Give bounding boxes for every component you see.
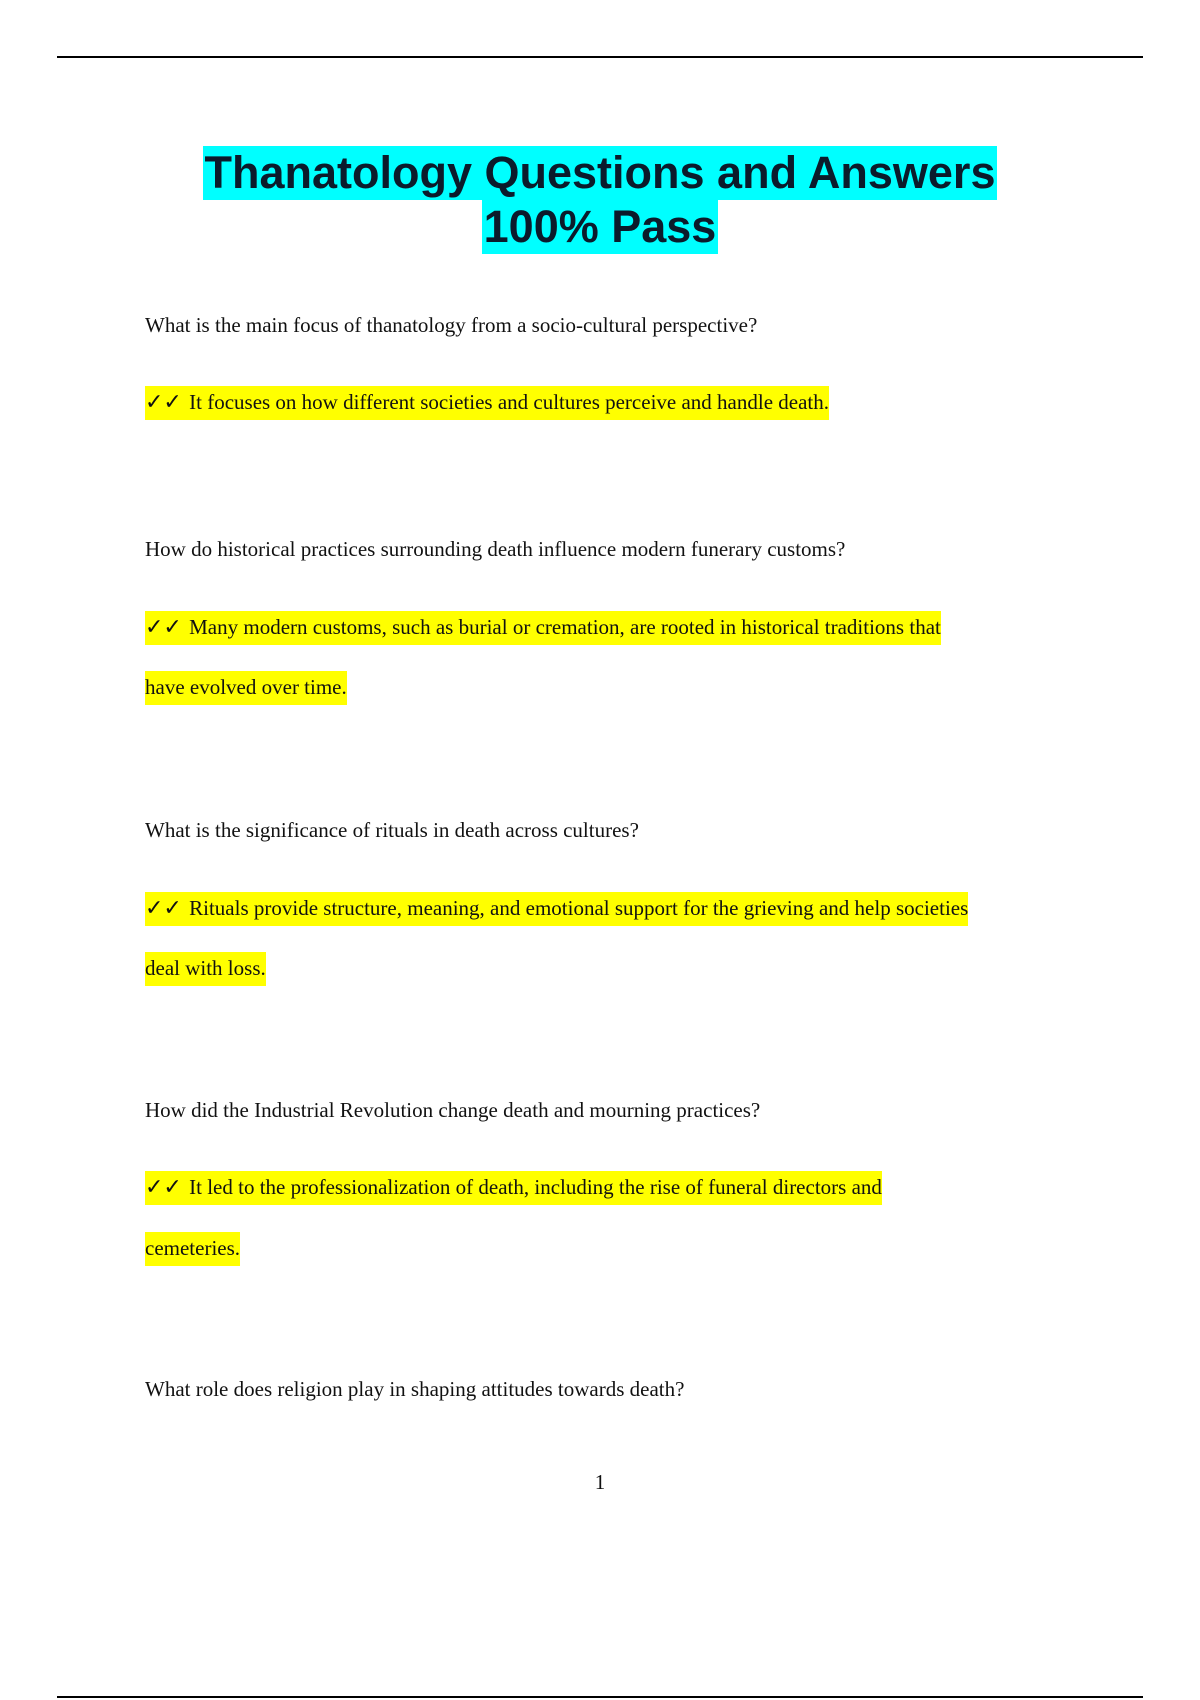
- answer-2-line-1: ✓✓ Many modern customs, such as burial or cremation, are rooted in historical traditions that: [145, 611, 941, 645]
- answer-3-line-2: deal with loss.: [145, 952, 266, 986]
- title-line-2: 100% Pass: [483, 201, 717, 252]
- double-check-icon: ✓✓: [145, 615, 182, 640]
- double-check-icon: ✓✓: [145, 1175, 182, 1200]
- answer-1: [145, 372, 1105, 433]
- answer-1-text: It focuses on how different societies and cultures perceive and handle death.: [189, 390, 829, 414]
- question-2: How do historical practices surrounding death influence modern funerary customs?: [145, 537, 846, 561]
- answer-1-highlight: [145, 386, 829, 420]
- answer-4: [145, 1157, 1105, 1218]
- double-check-icon: ✓✓: [145, 390, 182, 415]
- question-3: What is the significance of rituals in death across cultures?: [145, 818, 639, 842]
- answer-3-line-1: ✓✓ Rituals provide structure, meaning, and emotional support for the grieving and help societies: [145, 892, 968, 926]
- answer-2-line-2: have evolved over time.: [145, 671, 347, 705]
- answer-3: [145, 878, 1105, 939]
- bottom-rule: [57, 1696, 1143, 1698]
- question-4: How did the Industrial Revolution change death and mourning practices?: [145, 1098, 761, 1122]
- double-check-icon: ✓✓: [145, 896, 182, 921]
- answer-4-line-1: ✓✓ It led to the professionalization of death, including the rise of funeral directors and: [145, 1171, 882, 1205]
- page-number: 1: [594, 1470, 606, 1494]
- answer-2-cont: [145, 657, 1105, 717]
- answer-3-cont: [145, 938, 1105, 998]
- answer-2: [145, 597, 1105, 658]
- answer-4-line-2: cemeteries.: [145, 1232, 240, 1266]
- question-5: What role does religion play in shaping attitudes towards death?: [145, 1377, 685, 1401]
- answer-4-cont: [145, 1218, 1105, 1278]
- question-1: What is the main focus of thanatology from a socio-cultural perspective?: [145, 313, 758, 337]
- title-line-1: Thanatology Questions and Answers: [204, 147, 996, 198]
